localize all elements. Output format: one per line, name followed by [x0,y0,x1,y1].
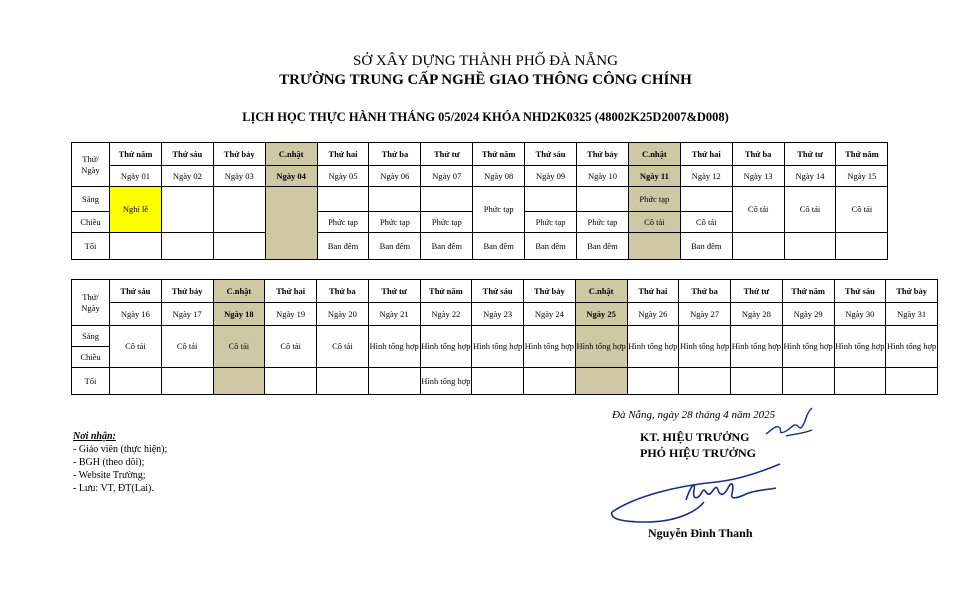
schedule-cell [680,187,732,212]
schedule-cell: Ban đêm [473,233,525,260]
signature-title-1: KT. HIỆU TRƯỞNG [640,430,750,444]
schedule-cell [577,187,629,212]
schedule-cell [368,368,420,395]
initial-signature-icon [760,404,816,444]
date-cell: Ngày 19 [265,303,317,326]
schedule-cell: Phức tạp [369,212,421,233]
schedule-cell: Cô tải [317,326,369,368]
date-cell: Ngày 01 [110,166,162,187]
schedule-title: LỊCH HỌC THỰC HÀNH THÁNG 05/2024 KHÓA NHD2K0325 (48002K25D2007&D008) [242,110,729,124]
weekday-cell: Thứ ba [732,143,784,166]
schedule-cell: Cô tải [784,187,836,233]
sunday-cell: Phức tạp [628,187,680,212]
schedule-cell: Phức tạp [525,212,577,233]
schedule-row [72,166,888,187]
schedule-cell: Ban đêm [525,233,577,260]
row-label-day-date [72,143,110,187]
date-cell: Ngày 21 [368,303,420,326]
schedule-cell: Hình tổng hợp [731,326,783,368]
date-cell: Ngày 26 [627,303,679,326]
weekday-cell: Thứ bảy [213,143,265,166]
row-label-morning: Sáng [72,187,110,212]
schedule-cell: Phức tạp [577,212,629,233]
row-label-evening: Tối [72,368,110,395]
schedule-cell: Cô tải [161,326,213,368]
weekday-cell: Thứ ba [317,280,369,303]
date-cell: Ngày 02 [161,166,213,187]
weekday-cell: Thứ sáu [161,143,213,166]
label-thu: Thứ/ [82,291,99,302]
schedule-cell: Hình tổng hợp [834,326,886,368]
schedule-cell: Cô tải [110,326,162,368]
date-cell: Ngày 18 [213,303,265,326]
sunday-cell [628,233,680,260]
schedule-row [72,187,888,212]
schedule-cell [317,368,369,395]
row-label-afternoon: Chiều [72,347,110,368]
weekday-cell: Thứ ba [369,143,421,166]
schedule-cell: Hình tổng hợp [886,326,938,368]
label-ngay: Ngày [81,164,100,175]
weekday-cell: Thứ sáu [110,280,162,303]
schedule-cell: Hình tổng hợp [368,326,420,368]
date-cell: Ngày 12 [680,166,732,187]
date-cell: Ngày 31 [886,303,938,326]
schedule-cell: Hình tổng hợp [679,326,731,368]
date-cell: Ngày 05 [317,166,369,187]
schedule-cell: Cô tải [732,187,784,233]
date-cell: Ngày 08 [473,166,525,187]
date-cell: Ngày 15 [836,166,888,187]
weekday-cell: Thứ hai [627,280,679,303]
date-cell: Ngày 07 [421,166,473,187]
schedule-cell [421,187,473,212]
schedule-cell [161,233,213,260]
weekday-cell: C.nhật [575,280,627,303]
sunday-cell: Cô tải [628,212,680,233]
schedule-cell [110,233,162,260]
date-cell: Ngày 29 [782,303,834,326]
schedule-cell [110,368,162,395]
schedule-cell: Phức tạp [317,212,369,233]
recipient-item: - BGH (theo dõi); [73,457,145,468]
recipient-item: - Giáo viên (thực hiện); [73,444,168,455]
schedule-cell: Ban đêm [577,233,629,260]
recipients-block [73,430,167,495]
schedule-cell: Cô tải [836,187,888,233]
row-label-day-date [72,280,110,326]
date-cell: Ngày 13 [732,166,784,187]
date-cell: Ngày 20 [317,303,369,326]
schedule-cell [679,368,731,395]
weekday-cell: Thứ bảy [577,143,629,166]
schedule-cell: Hình tổng hợp [420,326,472,368]
schedule-cell [525,187,577,212]
weekday-cell: Thứ năm [110,143,162,166]
weekday-cell: Thứ năm [473,143,525,166]
date-cell: Ngày 04 [265,166,317,187]
row-label-afternoon: Chiều [72,212,110,233]
signature-icon [606,460,786,528]
schedule-cell [161,187,213,233]
schedule-cell [472,368,524,395]
schedule-cell [524,368,576,395]
schedule-cell: Hình tổng hợp [627,326,679,368]
weekday-cell: C.nhật [265,143,317,166]
schedule-cell: Ban đêm [421,233,473,260]
school-name: TRƯỜNG TRUNG CẤP NGHỀ GIAO THÔNG CÔNG CHÍNH [279,72,692,88]
date-cell: Ngày 14 [784,166,836,187]
schedule-cell [834,368,886,395]
schedule-cell: Cô tải [265,326,317,368]
schedule-cell: Hình tổng hợp [782,326,834,368]
date-cell: Ngày 27 [679,303,731,326]
recipient-item: - Website Trường; [73,470,146,481]
weekday-cell: Thứ năm [420,280,472,303]
schedule-cell: Ban đêm [369,233,421,260]
schedule-cell [732,233,784,260]
date-cell: Ngày 22 [420,303,472,326]
label-ngay: Ngày [81,302,100,313]
date-cell: Ngày 06 [369,166,421,187]
weekday-cell: Thứ năm [836,143,888,166]
date-cell: Ngày 11 [628,166,680,187]
sunday-cell [575,368,627,395]
weekday-cell: Thứ bảy [886,280,938,303]
schedule-row [72,143,888,166]
weekday-cell: Thứ hai [317,143,369,166]
schedule-cell [782,368,834,395]
date-cell: Ngày 03 [213,166,265,187]
date-cell: Ngày 25 [575,303,627,326]
schedule-cell [213,187,265,233]
date-cell: Ngày 24 [524,303,576,326]
schedule-cell: Hình tổng hợp [472,326,524,368]
date-cell: Ngày 23 [472,303,524,326]
schedule-cell [317,187,369,212]
weekday-cell: Thứ hai [680,143,732,166]
schedule-cell: Ban đêm [680,233,732,260]
sunday-cell [213,368,265,395]
signer-name: Nguyễn Đình Thanh [648,526,753,540]
sunday-cell: Hình tổng hợp [575,326,627,368]
row-label-evening: Tối [72,233,110,260]
schedule-row [72,303,938,326]
schedule-row [72,368,938,395]
schedule-cell: Phức tạp [473,187,525,233]
weekday-cell: Thứ sáu [834,280,886,303]
signature-title-2: PHÓ HIỆU TRƯỞNG [640,446,757,460]
weekday-cell: Thứ năm [782,280,834,303]
schedule-table-week1 [71,142,888,260]
weekday-cell: Thứ tư [731,280,783,303]
label-thu: Thứ/ [82,153,99,164]
schedule-cell [369,187,421,212]
recipients-title: Nơi nhận: [73,431,116,442]
schedule-cell [731,368,783,395]
schedule-cell: Cô tải [680,212,732,233]
schedule-cell: Hình tổng hợp [524,326,576,368]
date-cell: Ngày 10 [577,166,629,187]
date-cell: Ngày 16 [110,303,162,326]
date-cell: Ngày 09 [525,166,577,187]
schedule-cell [836,233,888,260]
weekday-cell: C.nhật [628,143,680,166]
date-cell: Ngày 30 [834,303,886,326]
holiday-cell: Nghỉ lễ [110,187,162,233]
schedule-cell [161,368,213,395]
schedule-cell [627,368,679,395]
sunday-cell [265,187,317,260]
schedule-cell: Ban đêm [317,233,369,260]
schedule-cell: Hình tổng hợp [420,368,472,395]
schedule-row [72,280,938,303]
schedule-cell [265,368,317,395]
schedule-row [72,326,938,347]
sunday-cell: Cô tải [213,326,265,368]
row-label-morning: Sáng [72,326,110,347]
weekday-cell: Thứ ba [679,280,731,303]
weekday-cell: Thứ tư [421,143,473,166]
weekday-cell: Thứ hai [265,280,317,303]
weekday-cell: Thứ bảy [524,280,576,303]
date-cell: Ngày 28 [731,303,783,326]
schedule-table-week2 [71,279,938,395]
weekday-cell: Thứ tư [784,143,836,166]
place-date: Đà Nẵng, ngày 28 tháng 4 năm 2025 [612,409,776,421]
schedule-cell [886,368,938,395]
schedule-cell [213,233,265,260]
date-cell: Ngày 17 [161,303,213,326]
schedule-cell: Phức tạp [421,212,473,233]
weekday-cell: Thứ sáu [525,143,577,166]
schedule-cell [784,233,836,260]
weekday-cell: C.nhật [213,280,265,303]
schedule-row [72,233,888,260]
recipient-item: - Lưu: VT, ĐT(Lai). [73,483,154,494]
weekday-cell: Thứ sáu [472,280,524,303]
department-name: SỞ XÂY DỰNG THÀNH PHỐ ĐÀ NẴNG [353,53,618,69]
weekday-cell: Thứ bảy [161,280,213,303]
weekday-cell: Thứ tư [368,280,420,303]
